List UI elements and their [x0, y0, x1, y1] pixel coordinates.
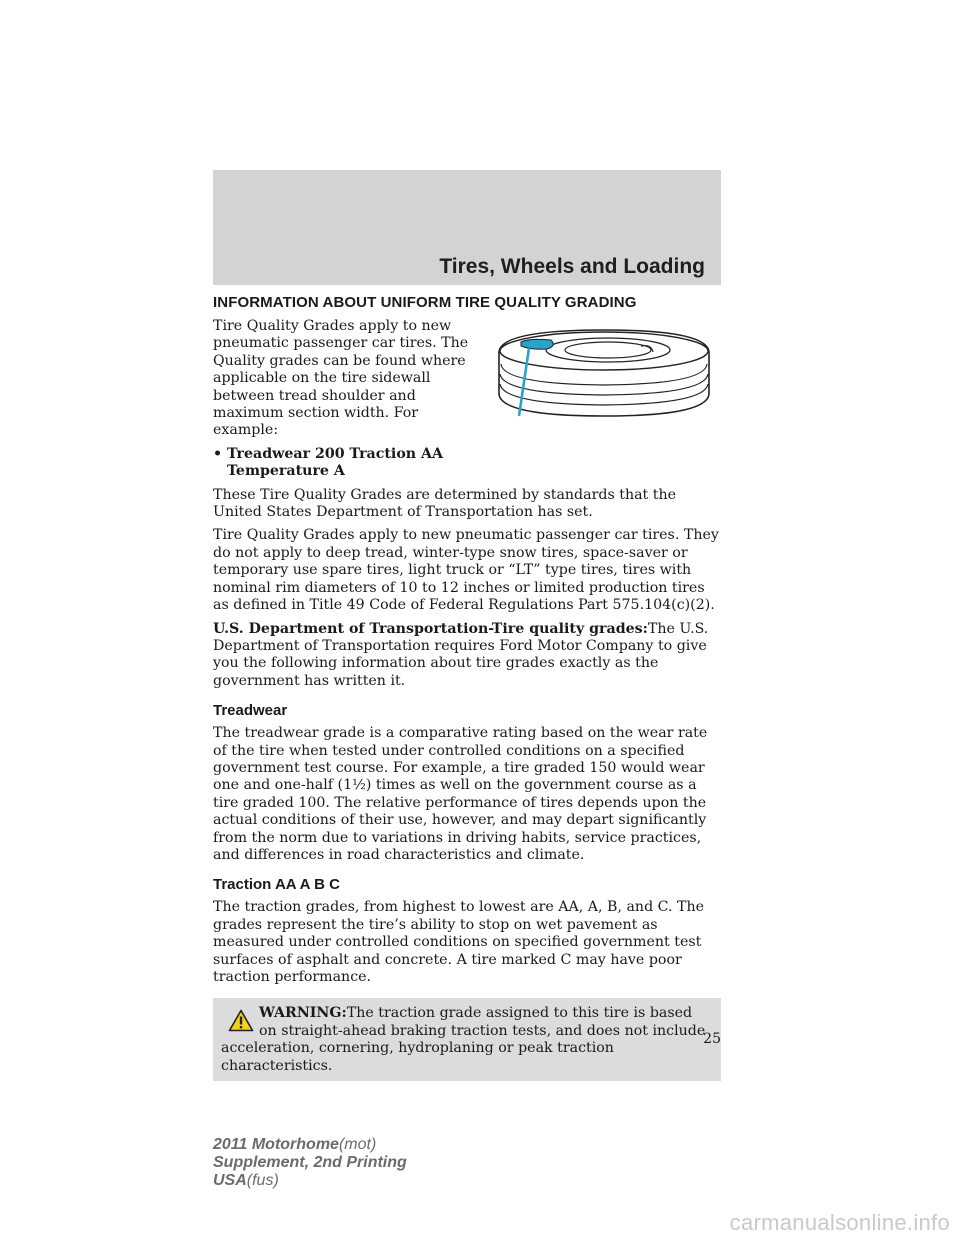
standards-paragraph: These Tire Quality Grades are determined by standards that the United States Department of Transportation has set.: [213, 486, 676, 521]
dot-label: U.S. Department of Transportation-Tire quality grades:: [213, 620, 648, 637]
warning-triangle-icon: [228, 1009, 254, 1032]
example-bullet-text: Treadwear 200 Traction AA Temperature A: [227, 445, 444, 480]
traction-heading: Traction AA A B C: [213, 876, 340, 894]
footer-market-code: (fus): [246, 1172, 279, 1189]
warning-last-line: acceleration, cornering, hydroplaning or peak traction characteristics.: [221, 1040, 614, 1074]
warning-first-lines: [221, 1005, 713, 1040]
warning-label: WARNING:: [259, 1005, 347, 1022]
footer-info: [213, 1136, 407, 1190]
page-header-title: Tires, Wheels and Loading: [439, 255, 705, 278]
warning-box: [213, 998, 721, 1081]
header-band: [213, 170, 721, 285]
treadwear-paragraph: The treadwear grade is a comparative rating based on the wear rate of the tire when tested under controlled conditions on a specified government test course. For example, a tire graded 150 would wear one and one-half (1½) times as well on the government course as a tire graded 100. The relative performance of tires depends upon the actual conditions of their use, however, and may depart significantly from the norm due to variations in driving habits, service practices, and differences in road characteristics and climate.: [213, 725, 708, 863]
page-number: 25: [703, 1031, 721, 1047]
example-bullet: [213, 446, 721, 481]
watermark: carmanualsonline.info: [729, 1210, 950, 1235]
dot-paragraph: [213, 621, 721, 691]
treadwear-heading: Treadwear: [213, 702, 288, 720]
footer-market: USA: [213, 1172, 247, 1189]
bullet-symbol: •: [213, 445, 223, 462]
warning-first-text: The traction grade assigned to this tire is based on straight-ahead braking traction tests, and does not include: [259, 1005, 706, 1039]
intro-block: [213, 318, 721, 481]
footer-model: 2011 Motorhome: [213, 1136, 339, 1153]
tire-illustration: [491, 324, 717, 422]
section-heading: INFORMATION ABOUT UNIFORM TIRE QUALITY GRADING: [213, 294, 637, 311]
footer-model-code: (mot): [338, 1136, 377, 1153]
footer-printing: Supplement, 2nd Printing: [213, 1154, 407, 1171]
intro-paragraph: Tire Quality Grades apply to new pneumatic passenger car tires. The Quality grades can be found where applicable on the tire sidewall between tread shoulder and maximum section width. For example:: [213, 318, 469, 439]
dot-text: The U.S. Department of Transportation requires Ford Motor Company to give you the following information about tire grades exactly as the government has written it.: [213, 620, 709, 689]
page-content: [213, 294, 721, 1081]
applicability-paragraph: Tire Quality Grades apply to new pneumatic passenger car tires. They do not apply to deep tread, winter-type snow tires, space-saver or temporary use spare tires, light truck or “LT” type tires, tires with nominal rim diameters of 10 to 12 inches or limited production tires as defined in Title 49 Code of Federal Regulations Part 575.104(c)(2).: [213, 527, 719, 614]
traction-paragraph: The traction grades, from highest to lowest are AA, A, B, and C. The grades represent the tire’s ability to stop on wet pavement as measured under controlled conditions on specified government test surfaces of asphalt and concrete. A tire marked C may have poor traction performance.: [213, 899, 705, 985]
